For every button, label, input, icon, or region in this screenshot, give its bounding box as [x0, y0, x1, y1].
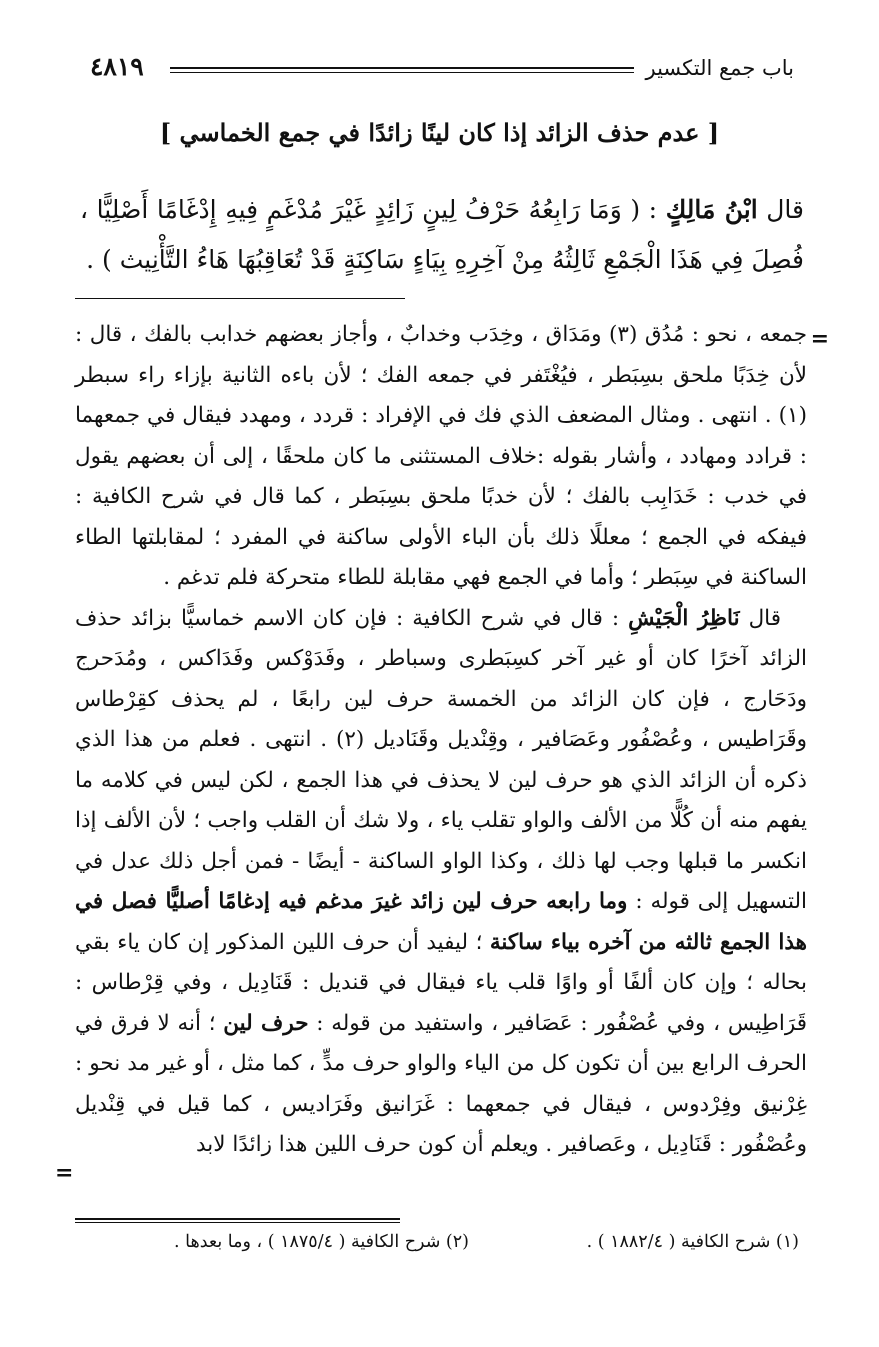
running-header	[90, 50, 794, 90]
continuation-mark-top: =	[810, 326, 829, 352]
paragraph-2	[75, 599, 807, 1166]
quote-author-name: ابْنُ مَالِكٍ	[665, 195, 758, 224]
quote-intro: قال	[766, 195, 804, 224]
para2-text-a: : قال في شرح الكافية : فإن كان الاسم خماسيًّا بزائد حذف الزائد آخرًا كان أو غير آخر كسِبَطرى وسباطر ، وفَدَوْكس وفَدَاكس ، ومُدَحرج ودَحَارج ، فإن كان الزائد من الخمسة حرف لين رابعًا ، لم يحذف كقِرْطاس وقَرَاطيس ، وعُصْفُور وعَصَافير ، وقِنْديل وقَنَاديل (٢) . انتهى . فعلم من هذا الذي ذكره أن الزائد الذي هو حرف لين لا يحذف في هذا الجمع ، لكن ليس في كلامه ما يفهم منه أن كُلًّا من الألف والواو تقلب ياء ، ولا شك أن القلب واجب ؛ لأن الألف إذا انكسر ما قبلها وجب لها ذلك ، وكذا الواو الساكنة - أيضًا - فمن أجل ذلك عدل في التسهيل إلى قوله :	[75, 605, 807, 914]
continuation-mark-bottom: =	[55, 1160, 74, 1186]
commentary-body	[75, 315, 807, 1166]
para2-intro: قال	[748, 605, 782, 631]
para2-bold-term: حرف لين	[223, 1010, 309, 1036]
para2-text-c: ؛ أنه لا فرق في الحرف الرابع بين أن تكون كل من الياء والواو حرف مدٍّ ، كما مثل ، أو غير مد نحو : غِرْنيق وفِرْدوس ، فيقال في جمعهما : غَرَانيق وفَرَاديس ، كما قيل في قِنْديل وعُصْفُور : قَنَادِيل ، وعَصافير . ويعلم أن كون حرف اللين هذا زائدًا لابد	[75, 1010, 807, 1157]
ibn-malik-quote	[80, 185, 804, 285]
quote-separator	[75, 298, 405, 299]
header-rule	[170, 67, 634, 73]
footnote-separator	[75, 1218, 400, 1223]
chapter-title: باب جمع التكسير	[645, 56, 794, 80]
para2-author-name: نَاظِرُ الْجَيْشِ	[628, 605, 740, 631]
page-number: ٤٨١٩	[90, 52, 144, 81]
paragraph-1: جمعه ، نحو : مُدُق (٣) ومَدَاق ، وخِدَب وخدابٌ ، وأجاز بعضهم خدابب بالفك ، قال : لأن خِدَبًا ملحق بسِبَطر ، فيُغْتَفر في جمعه الفك ؛ لأن باءه الثانية بإزاء راء سبطر (١) . انتهى . ومثال المضعف الذي فك في الإفراد : قردد ، ومهدد فيقال في جمعهما : قرادد ومهادد ، وأشار بقوله :خلاف المستثنى ما كان ملحقًا ، إلى أن بعضهم يقول في خدب : خَدَابِب بالفك ؛ لأن خدبًا ملحق بسِبَطر ، كما قال في شرح الكافية : فيفكه في الجمع ؛ معللًا ذلك بأن الباء الأولى ساكنة في المفرد ؛ لمقابلتها الطاء الساكنة في سِبَطر ؛ وأما في الجمع فهي مقابلة للطاء متحركة فلم تدغم .	[75, 322, 807, 590]
quote-text: : ( وَمَا رَابِعُهُ حَرْفُ لِينٍ زَائِدٍ غَيْرَ مُدْغَمٍ فِيهِ إِدْغَامًا أَصْلِيًّا ، فُصِلَ فِي هَذَا الْجَمْعِ ثَالِثُهُ مِنْ آخِرِهِ بِيَاءٍ سَاكِنَةٍ قَدْ تُعَاقِبُهَا هَاءُ التَّأْنِيث ) .	[80, 195, 804, 274]
footnote-1: (١) شرح الكافية ( ١٨٨٢/٤ ) .	[586, 1232, 799, 1252]
para2-text-b: ؛ ليفيد أن حرف اللين المذكور إن كان ياء بقي بحاله ؛ وإن كان ألفًا أو واوًا قلب ياء فيقال في قنديل : قَنَادِيل ، وفي قِرْطاس : قَرَاطِيس ، وفي عُصْفُور : عَصَافير ، واستفيد من قوله :	[75, 929, 807, 1036]
footnote-2: (٢) شرح الكافية ( ١٨٧٥/٤ ) ، وما بعدها .	[174, 1232, 469, 1252]
para2-bold-quote: وما رابعه حرف لين زائد غيرَ مدغم فيه إدغامًا أصليًّا فصل في هذا الجمع ثالثه من آخره بياء ساكنة	[75, 889, 807, 955]
section-title: [ عدم حذف الزائد إذا كان لينًا زائدًا في جمع الخماسي ]	[159, 118, 720, 147]
